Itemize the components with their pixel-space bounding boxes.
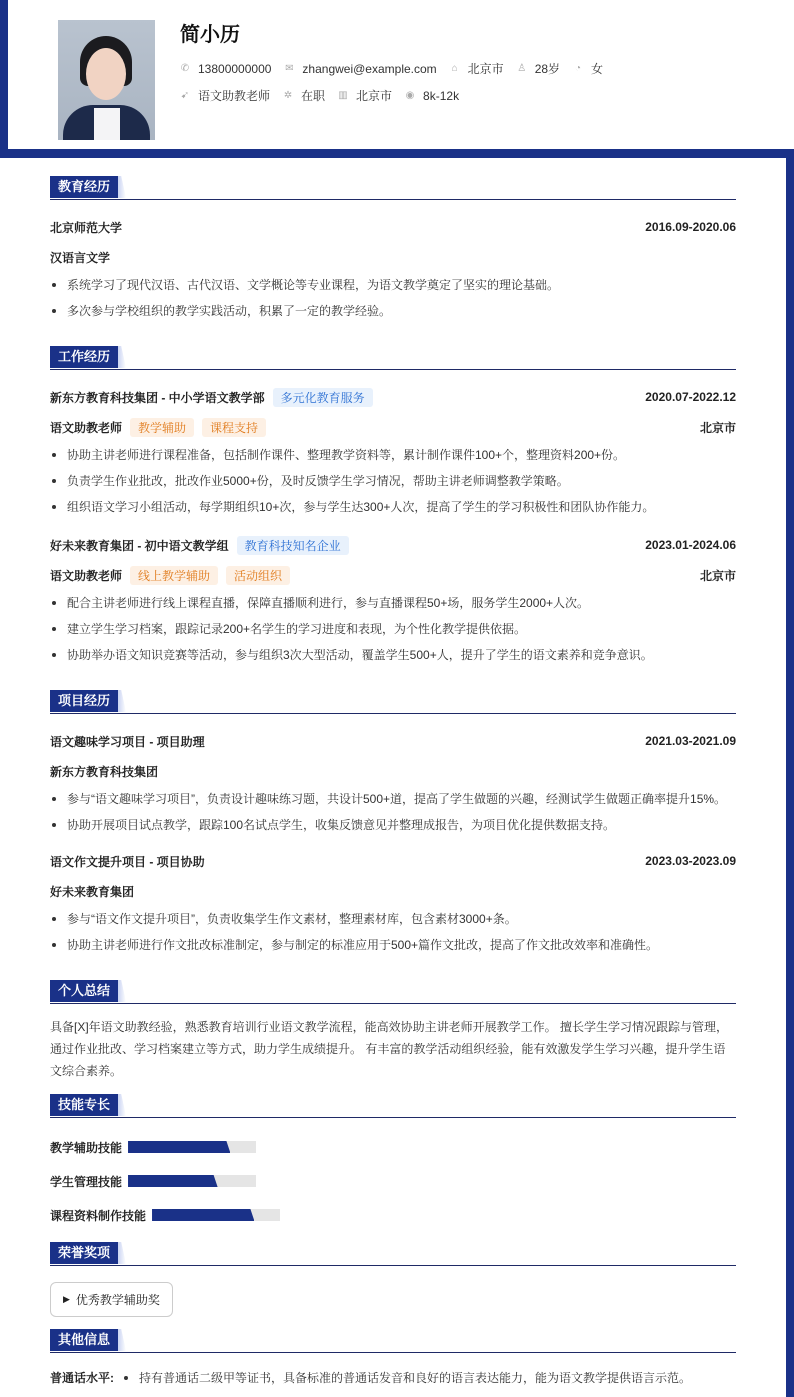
skill-item — [50, 1130, 399, 1164]
honor-label: 优秀教学辅助奖 — [75, 1293, 160, 1307]
status-icon: ✲ — [283, 90, 293, 101]
bullet: 协助举办语文知识竞赛等活动，参与组织3次大型活动，覆盖学生500+人，提升了学生的语文素养和竞争意识。 — [50, 642, 736, 668]
bullet: 负责学生作业批改，批改作业5000+份，及时反馈学生学习情况，帮助主讲老师调整教学策略。 — [50, 468, 736, 494]
skill-item — [50, 1198, 399, 1232]
section-title: 个人总结 — [50, 980, 118, 1002]
send-icon: ➹ — [180, 90, 190, 101]
bullet: 协助主讲老师进行作文批改标准制定，参与制定的标准应用于500+篇作文批改，提高了作文批改效率和准确性。 — [50, 932, 736, 958]
role-tag: 线上教学辅助 — [130, 566, 218, 585]
project-title: 语文作文提升项目 - 项目协助 — [50, 854, 205, 869]
bullet: 协助开展项目试点教学，跟踪100名试点学生，收集反馈意见并整理成报告，为项目优化提供数据支持。 — [50, 812, 736, 838]
section-title: 荣誉奖项 — [50, 1242, 118, 1264]
bullet: 系统学习了现代汉语、古代汉语、文学概论等专业课程，为语文教学奠定了坚实的理论基础。 — [50, 272, 736, 298]
major: 汉语言文学 — [50, 250, 111, 265]
section-title: 工作经历 — [50, 346, 118, 368]
skill-bar-fill — [128, 1141, 230, 1153]
position: 语文助教老师 — [198, 89, 271, 103]
skill-item — [50, 1164, 399, 1198]
triangle-icon: ▶ — [63, 1294, 70, 1304]
summary-text: 具备[X]年语文助教经验，熟悉教育培训行业语文教学流程，能高效协助主讲老师开展教学工作。 擅长学生学习情况跟踪与管理，通过作业批改、学习档案建立等方式，助力学生成绩提升。 有丰富的教学活动组织经验，能有效激发学生学习兴趣，提升学生语文综合素养。 — [50, 1020, 729, 1078]
skill-bar — [152, 1209, 280, 1221]
job-intent-line — [180, 87, 472, 104]
skill-name: 学生管理技能 — [50, 1174, 123, 1189]
section-work — [50, 346, 736, 370]
decorative-strip — [786, 150, 794, 1397]
gender-icon: ◔ — [575, 63, 582, 74]
date: 2020.07-2022.12 — [645, 390, 736, 404]
project-entry — [50, 726, 736, 838]
role: 语文助教老师 — [50, 568, 123, 583]
section-honors — [50, 1242, 736, 1266]
status: 在职 — [301, 89, 326, 103]
project-org: 好未来教育集团 — [50, 884, 135, 899]
mail-icon: ✉ — [285, 63, 294, 74]
role-tag: 教学辅助 — [130, 418, 194, 437]
skill-name: 课程资料制作技能 — [50, 1208, 147, 1223]
skill-bar — [128, 1175, 256, 1187]
date: 2023.01-2024.06 — [645, 538, 736, 552]
contact-line — [180, 60, 616, 77]
salary: 8k-12k — [423, 88, 460, 103]
resume-body — [50, 176, 736, 1391]
phone-icon: ✆ — [180, 63, 190, 74]
section-projects — [50, 690, 736, 714]
work-city: 北京市 — [699, 420, 736, 435]
phone: 13800000000 — [198, 61, 272, 76]
skill-bar — [128, 1141, 256, 1153]
bullet: 协助主讲老师进行课程准备，包括制作课件、整理教学资料等，累计制作课件100+个，整理资料200+份。 — [50, 442, 736, 468]
honor-item[interactable] — [50, 1282, 173, 1317]
bullet: 多次参与学校组织的教学实践活动，积累了一定的教学经验。 — [50, 298, 736, 324]
skill-bar-fill — [128, 1175, 218, 1187]
target-city: 北京市 — [356, 89, 393, 103]
age-icon: ♙ — [517, 63, 527, 74]
role: 语文助教老师 — [50, 420, 123, 435]
company: 好未来教育集团 - 初中语文教学组 — [50, 538, 229, 553]
bullet: 参与“语文趣味学习项目”，负责设计趣味练习题，共设计500+道，提高了学生做题的兴趣，经测试学生做题正确率提升15%。 — [50, 786, 736, 812]
skill-name: 教学辅助技能 — [50, 1140, 123, 1155]
bullet: 配合主讲老师进行线上课程直播，保障直播顺利进行，参与直播课程50+场，服务学生2000+人次。 — [50, 590, 736, 616]
work-entry — [50, 530, 736, 668]
role-tag: 课程支持 — [202, 418, 266, 437]
skill-bar-fill — [152, 1209, 254, 1221]
project-entry — [50, 846, 736, 958]
role-tag: 活动组织 — [226, 566, 290, 585]
home-icon: ⌂ — [451, 63, 458, 74]
building-icon: ▥ — [338, 90, 348, 101]
section-summary — [50, 980, 736, 1004]
section-title: 技能专长 — [50, 1094, 118, 1116]
other-label: 普通话水平: — [50, 1371, 114, 1385]
work-city: 北京市 — [699, 568, 736, 583]
age: 28岁 — [534, 62, 561, 76]
section-title: 其他信息 — [50, 1329, 118, 1351]
school: 北京师范大学 — [50, 220, 123, 235]
work-entry — [50, 382, 736, 520]
gender: 女 — [591, 62, 604, 76]
section-skills — [50, 1094, 736, 1118]
bullet: 参与“语文作文提升项目”，负责收集学生作文素材，整理素材库，包含素材3000+条。 — [50, 906, 736, 932]
section-title: 教育经历 — [50, 176, 118, 198]
date: 2016.09-2020.06 — [645, 220, 736, 234]
section-education — [50, 176, 736, 200]
section-other — [50, 1329, 736, 1353]
city: 北京市 — [467, 62, 504, 76]
date: 2023.03-2023.09 — [645, 854, 736, 868]
project-title: 语文趣味学习项目 - 项目助理 — [50, 734, 205, 749]
section-title: 项目经历 — [50, 690, 118, 712]
candidate-name: 简小历 — [180, 24, 240, 46]
other-text: 持有普通话二级甲等证书，具备标准的普通话发音和良好的语言表达能力，能为语文教学提供语言示范。 — [122, 1365, 691, 1391]
company: 新东方教育科技集团 - 中小学语文教学部 — [50, 390, 265, 405]
email: zhangwei@example.com — [302, 61, 437, 76]
project-org: 新东方教育科技集团 — [50, 764, 159, 779]
company-tag: 多元化教育服务 — [273, 388, 373, 407]
salary-icon: ◉ — [405, 90, 415, 101]
avatar-photo — [58, 20, 155, 140]
bullet: 建立学生学习档案，跟踪记录200+名学生的学习进度和表现，为个性化教学提供依据。 — [50, 616, 736, 642]
date: 2021.03-2021.09 — [645, 734, 736, 748]
bullet: 组织语文学习小组活动，每学期组织10+次，参与学生达300+人次，提高了学生的学习积极性和团队协作能力。 — [50, 494, 736, 520]
company-tag: 教育科技知名企业 — [237, 536, 349, 555]
